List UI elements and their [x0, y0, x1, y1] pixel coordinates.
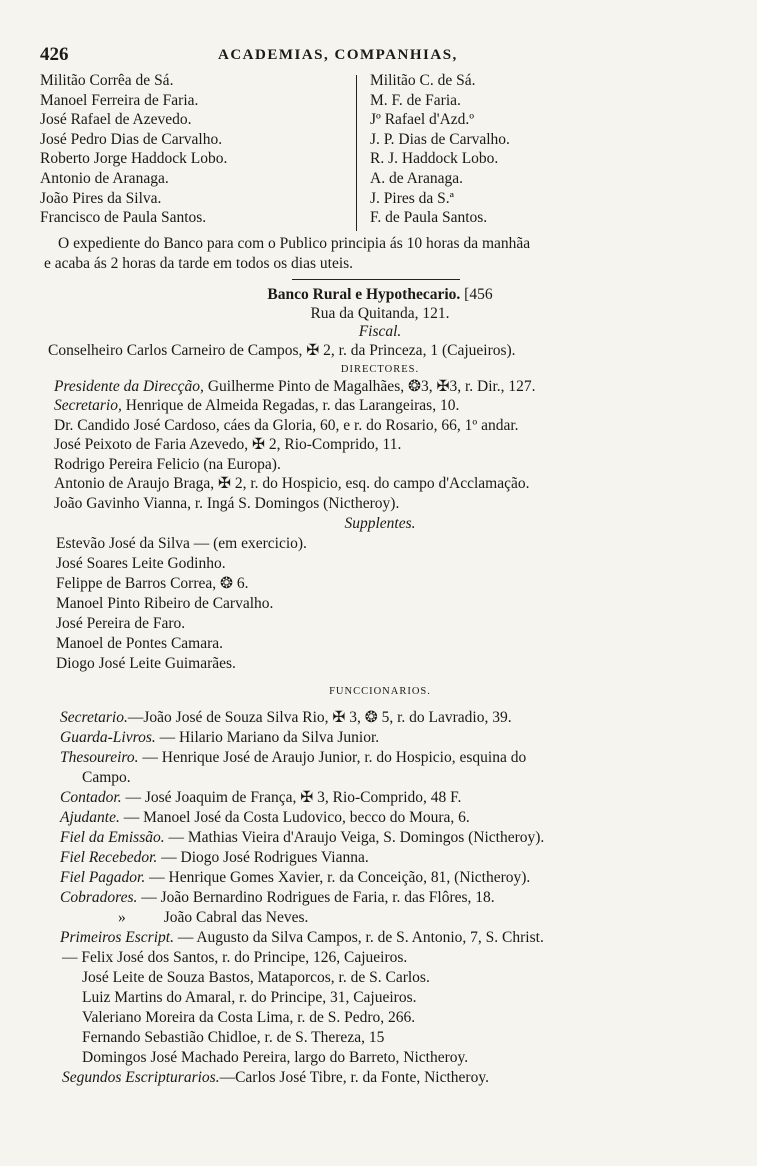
- staff-role: Primeiros Escript.: [60, 929, 174, 946]
- escripturario-entry: Luiz Martins do Amaral, r. do Principe, 31, Cajueiros.: [82, 989, 417, 1006]
- staff-entry: [60, 888, 495, 908]
- section-divider: [292, 279, 460, 280]
- staff-role: Ajudante.: [60, 809, 120, 826]
- supplente-entry: Manoel Pinto Ribeiro de Carvalho.: [56, 595, 274, 612]
- signature-full: Militão Corrêa de Sá.: [40, 72, 174, 89]
- staff-role: Secretario.: [60, 709, 128, 726]
- supplente-entry: José Pereira de Faro.: [56, 615, 186, 632]
- staff-details: — Diogo José Rodrigues Vianna.: [161, 849, 369, 866]
- escripturario-entry: — Felix José dos Santos, r. do Principe, 126, Cajueiros.: [62, 949, 408, 966]
- signature-columns: [40, 71, 720, 231]
- fiscal-entry: Conselheiro Carlos Carneiro de Campos, ✠ 2, r. da Princeza, 1 (Cajueiros).: [48, 342, 516, 359]
- supplente-entry: José Soares Leite Godinho.: [56, 555, 226, 572]
- director-secretary: [54, 396, 459, 416]
- staff-role: Thesoureiro.: [60, 749, 139, 766]
- signature-full: Roberto Jorge Haddock Lobo.: [40, 150, 228, 168]
- funccionarios-heading: FUNCCIONARIOS.: [329, 686, 431, 697]
- supplente-entry: Estevão José da Silva — (em exercicio).: [56, 535, 307, 552]
- staff-details: —Carlos José Tibre, r. da Fonte, Nictheroy.: [219, 1069, 489, 1086]
- staff-entry: [60, 928, 544, 948]
- supplente-entry: Manoel de Pontes Camara.: [56, 635, 224, 652]
- ditto-mark: »: [118, 909, 126, 926]
- signature-abbrev: J. Pires da S.ª: [370, 189, 454, 207]
- signature-full: Francisco de Paula Santos.: [40, 209, 207, 227]
- signature-full: João Pires da Silva.: [40, 189, 162, 207]
- signature-full: José Rafael de Azevedo.: [40, 111, 192, 129]
- staff-entry: [62, 1068, 489, 1088]
- staff-details: —João José de Souza Silva Rio, ✠ 3, ❂ 5, r. do Lavradio, 39.: [127, 709, 512, 726]
- signatures-abbreviated: [370, 71, 710, 228]
- director-president: [54, 377, 536, 397]
- staff-details: — Manoel José da Costa Ludovico, becco do Moura, 6.: [123, 809, 470, 826]
- staff-details: — Henrique José de Araujo Junior, r. do Hospicio, esquina do: [142, 749, 527, 766]
- staff-entry-continuation: Campo.: [82, 769, 131, 786]
- director-entry: Rodrigo Pereira Felicio (na Europa).: [54, 456, 281, 473]
- president-role: Presidente da Direcção,: [54, 378, 204, 395]
- staff-entry: [60, 728, 379, 748]
- secretary-name: Henrique de Almeida Regadas, r. das Larangeiras, 10.: [125, 397, 460, 414]
- signature-abbrev: R. J. Haddock Lobo.: [370, 150, 499, 168]
- fiscal-heading: Fiscal.: [358, 323, 402, 340]
- staff-role: Fiel Recebedor.: [60, 849, 158, 866]
- signature-abbrev: A. de Aranaga.: [370, 169, 463, 187]
- staff-role: Segundos Escripturarios.: [62, 1069, 220, 1086]
- staff-details: João Cabral das Neves.: [163, 909, 309, 926]
- staff-entry: [60, 868, 530, 888]
- supplentes-heading: Supplentes.: [344, 515, 416, 532]
- staff-details: — João Bernardino Rodrigues de Faria, r. das Flôres, 18.: [141, 889, 495, 906]
- signature-abbrev: M. F. de Faria.: [370, 91, 461, 109]
- bank-address: Rua da Quitanda, 121.: [310, 305, 450, 322]
- escripturario-entry: José Leite de Souza Bastos, Mataporcos, r. de S. Carlos.: [82, 969, 430, 986]
- escripturario-entry: Domingos José Machado Pereira, largo do Barreto, Nictheroy.: [82, 1049, 469, 1066]
- supplente-entry: Felippe de Barros Correa, ❂ 6.: [56, 575, 249, 592]
- page-number: 426: [40, 44, 69, 65]
- signature-abbrev: Militão C. de Sá.: [370, 72, 476, 89]
- signature-full: Antonio de Aranaga.: [40, 169, 169, 187]
- staff-entry: [60, 708, 512, 728]
- signature-abbrev: F. de Paula Santos.: [370, 209, 488, 227]
- signature-abbrev: J. P. Dias de Carvalho.: [370, 130, 510, 148]
- staff-role: Cobradores.: [60, 889, 138, 906]
- director-entry: Dr. Candido José Cardoso, cáes da Gloria, 60, e r. do Rosario, 66, 1º andar.: [54, 417, 519, 434]
- staff-entry: [60, 748, 526, 768]
- secretary-role: Secretario,: [54, 397, 122, 414]
- bank-name: Banco Rural e Hypothecario.: [267, 286, 461, 303]
- signature-full: José Pedro Dias de Carvalho.: [40, 130, 223, 148]
- running-title: ACADEMIAS, COMPANHIAS,: [218, 47, 458, 63]
- bank-heading: [40, 285, 720, 305]
- signature-full: Manoel Ferreira de Faria.: [40, 91, 199, 109]
- director-entry: José Peixoto de Faria Azevedo, ✠ 2, Rio-Comprido, 11.: [54, 436, 402, 453]
- signatures-full-names: [40, 71, 356, 228]
- bank-reference: [456: [464, 286, 493, 303]
- staff-role: Guarda-Livros.: [60, 729, 156, 746]
- column-divider: [356, 75, 357, 231]
- staff-details: — Hilario Mariano da Silva Junior.: [159, 729, 380, 746]
- expediente-line-1: O expediente do Banco para com o Publico principia ás 10 horas da manhãa: [58, 235, 531, 252]
- escripturario-entry: Fernando Sebastião Chidloe, r. de S. Thereza, 15: [82, 1029, 385, 1046]
- signature-abbrev: Jº Rafael d'Azd.º: [370, 111, 475, 129]
- director-entry: Antonio de Araujo Braga, ✠ 2, r. do Hospicio, esq. do campo d'Acclamação.: [54, 475, 530, 492]
- page-header: [40, 44, 700, 68]
- staff-entry: [60, 788, 461, 808]
- supplente-entry: Diogo José Leite Guimarães.: [56, 655, 236, 672]
- staff-entry: [60, 808, 470, 828]
- expediente-line-2: e acaba ás 2 horas da tarde em todos os dias uteis.: [44, 255, 354, 272]
- director-entry: João Gavinho Vianna, r. Ingá S. Domingos (Nictheroy).: [54, 495, 400, 512]
- president-name: Guilherme Pinto de Magalhães, ❂3, ✠3, r. Dir., 127.: [207, 378, 536, 395]
- directores-heading: DIRECTORES.: [340, 364, 420, 375]
- staff-details: — Augusto da Silva Campos, r. de S. Antonio, 7, S. Christ.: [177, 929, 544, 946]
- staff-entry: [60, 828, 544, 848]
- staff-details: — Mathias Vieira d'Araujo Veiga, S. Domingos (Nictheroy).: [168, 829, 545, 846]
- staff-role: Fiel da Emissão.: [60, 829, 165, 846]
- staff-entry: [60, 848, 369, 868]
- staff-details: — Henrique Gomes Xavier, r. da Conceição, 81, (Nictheroy).: [149, 869, 531, 886]
- staff-details: — José Joaquim de França, ✠ 3, Rio-Comprido, 48 F.: [125, 789, 462, 806]
- escripturario-entry: Valeriano Moreira da Costa Lima, r. de S. Pedro, 266.: [82, 1009, 416, 1026]
- staff-role: Contador.: [60, 789, 122, 806]
- staff-entry: [118, 908, 308, 928]
- staff-role: Fiel Pagador.: [60, 869, 146, 886]
